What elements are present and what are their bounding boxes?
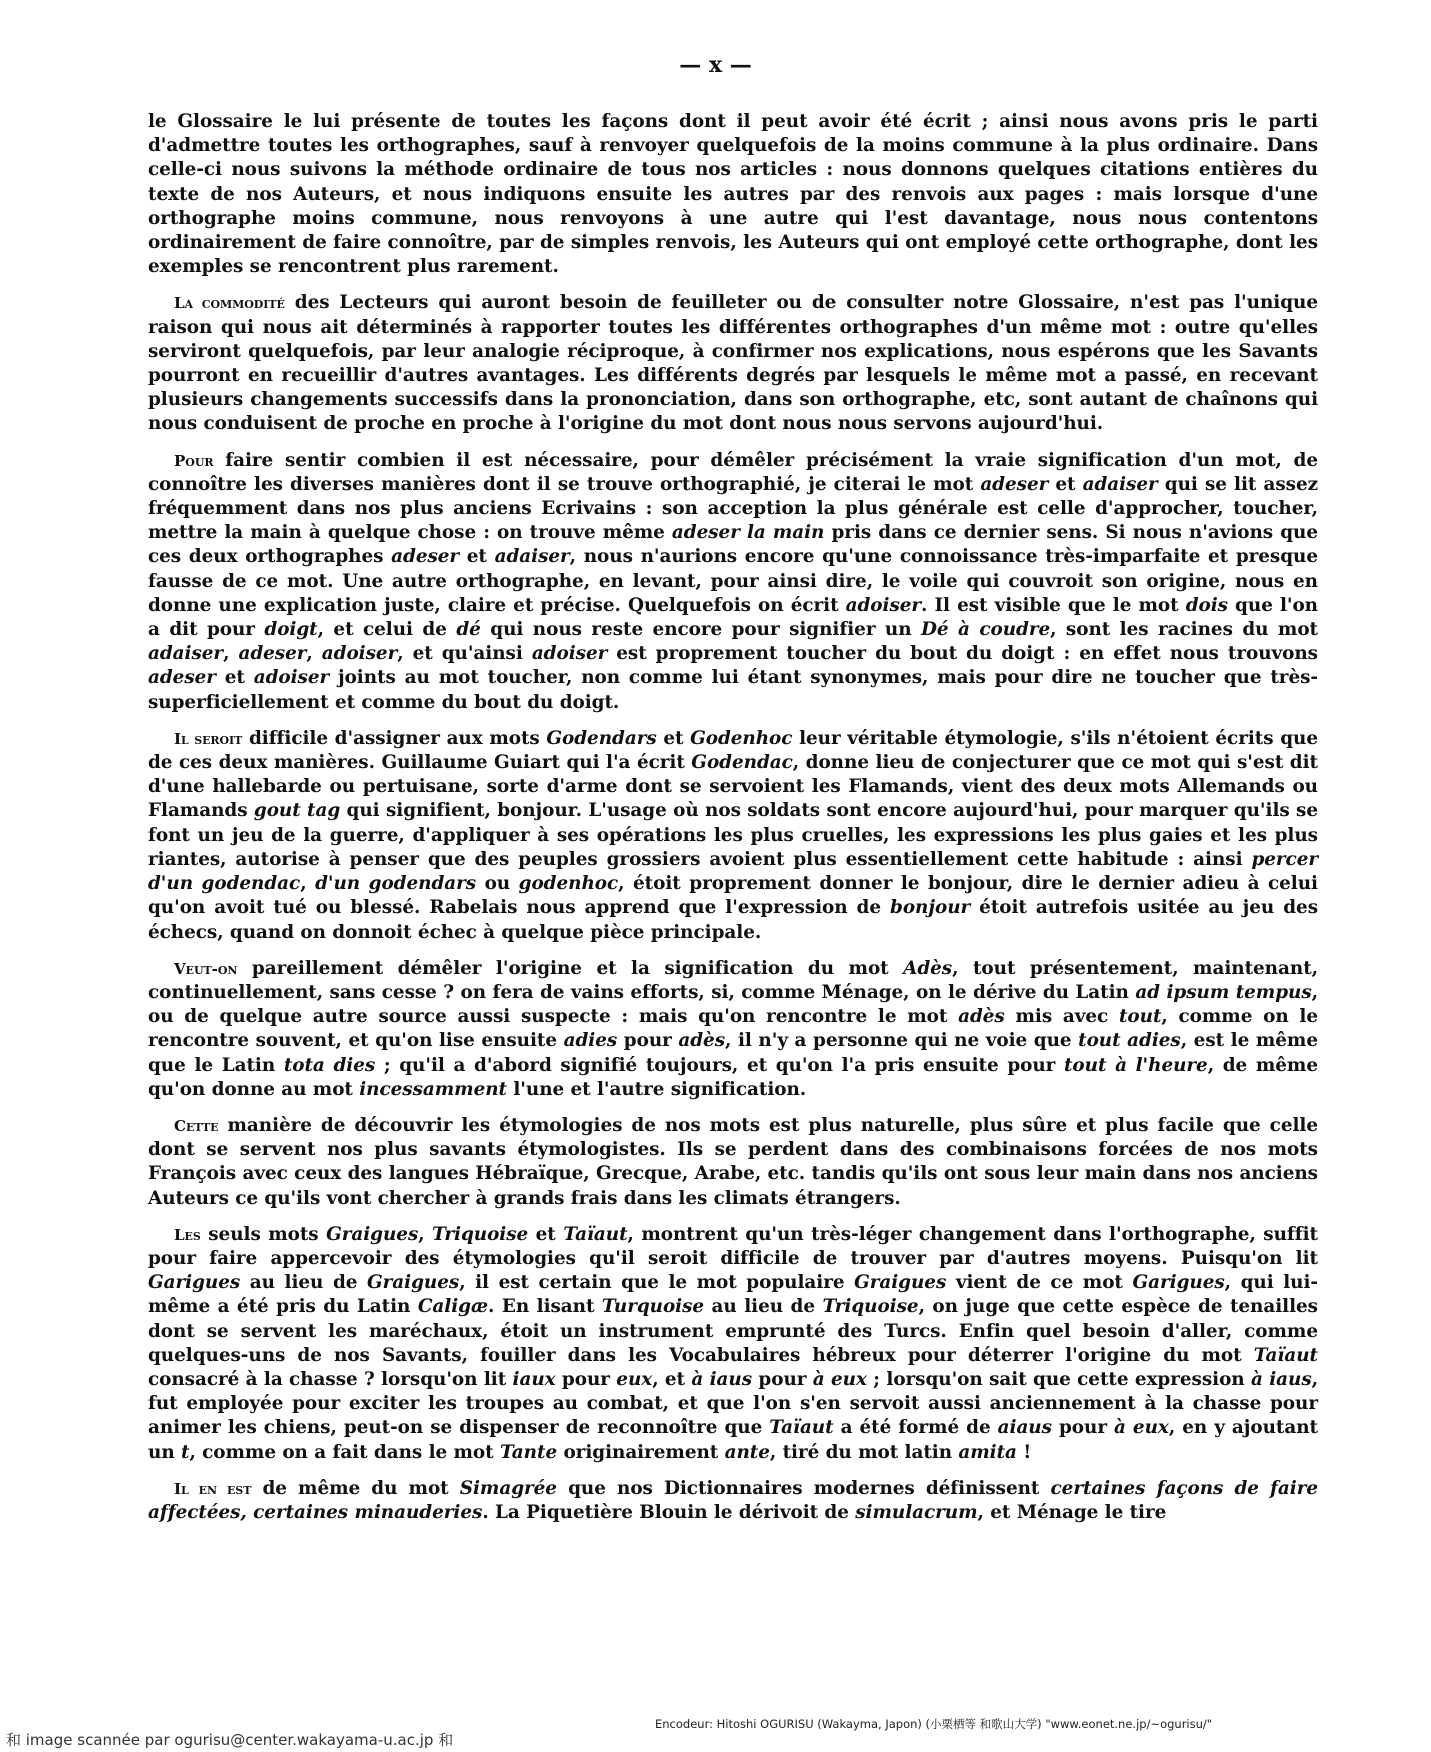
text-run: des Lecteurs qui auront besoin de feuilleter ou de consulter notre Glossaire, n'est pas l'unique raison qui nous ait déterminés à rapporter toutes les différentes orthographes d'un même mot : outre qu'elles serviront quelquefois, par leur analogie réciproque, à confirmer nos explications, nous espérons que les Savants pourront en recueillir d'autres avantages. Les différents degrés par lesquels le même mot a passé, en recevant plusieurs changements successifs dans la prononciation, dans son orthographe, etc, sont autant de chaînons qui nous conduisent de proche en proche à l'origine du mot dont nous nous servons aujourd'hui. [148,292,1318,435]
italic-term: dé [456,619,481,641]
italic-term: adoiser [321,643,398,665]
text-run: , [418,1223,433,1245]
paragraph [148,291,1318,436]
italic-term: Graigues [854,1272,947,1294]
text-run: , étoit proprement donner le bonjour, dire le dernier adieu à celui qu'on avoit tué ou blessé. Rabelais nous apprend que l'expression de [148,873,1318,919]
italic-term: incessamment [359,1078,507,1100]
text-run: , nous n'aurions encore qu'une connoissance très-imparfaite et presque fausse de ce mot. Une autre orthographe, en levant, pour ainsi dire, le voile qui couvroit son origine, nous en donne une explication juste, claire et précise. Quelquefois on écrit [148,546,1319,616]
italic-term: tout à l'heure [1063,1054,1208,1076]
text-run: . La Piquetière Blouin le dérivoit de [482,1501,856,1523]
paragraph-lead: Cette [174,1116,219,1135]
text-run: pour [1051,1417,1115,1439]
italic-term: adaiser [494,546,570,568]
italic-term: Godendac [691,752,793,774]
italic-term: amita [958,1441,1017,1463]
text-run: seuls mots [200,1223,327,1245]
text-run: le Glossaire le lui présente de toutes les façons dont il peut avoir été écrit ; ainsi nous avons pris le parti d'admettre toutes les orthographes, sauf à renvoyer quelquefois de la moins commune à la plus ordinaire. Dans celle-ci nous suivons la méthode ordinaire de tous nos articles : nous donnons quelques citations entières du texte de nos Auteurs, et nous indiquons ensuite les autres par des renvois aux pages : mais lorsque d'une orthographe moins commune, nous renvoyons à une autre qui l'est davantage, nous nous contentons ordinairement de faire connoître, par de simples renvois, les Auteurs qui ont employé cette orthographe, dont les exemples se rencontrent plus rarement. [148,111,1318,278]
italic-term: tout adies [1078,1030,1181,1052]
paragraph [148,110,1318,279]
text-run: pour [555,1368,617,1390]
italic-term: aiaus [997,1417,1052,1439]
text-run: ; qu'il a d'abord signifié toujours, et qu'on l'a pris ensuite pour [375,1054,1064,1076]
text-run: que nos Dictionnaires modernes définissent [556,1477,1051,1499]
text-run: , fut employée pour exciter les troupes au combat, et que l'on s'en servoit aussi anciennement à la chasse pour animer les chiens, peut-on se dispenser de reconnoître que [148,1368,1319,1439]
text-run: étoit autrefois usitée au jeu des échecs, quand on donnoit échec à quelque pièce principale. [148,897,1319,943]
italic-term: Tante [499,1441,558,1463]
italic-term: adeser [391,546,460,568]
paragraph-lead: Les [174,1225,201,1244]
text-run: , donne lieu de conjecturer que ce mot qui s'est dit d'une hallebarde ou pertuisane, sorte d'arme dont se servoient les Flamands, vient des deux mots Allemands ou Flamands [148,752,1318,822]
text-run: , et [652,1368,692,1390]
italic-term: adeser [148,667,216,689]
italic-term: Garigues [148,1272,241,1294]
italic-term: à iaus [691,1368,753,1390]
text-run: , montrent qu'un très-léger changement dans l'orthographe, suffit pour faire appercevoir des étymologies qu'il seroit difficile de trouver par d'autres moyens. Puisqu'on lit [148,1223,1318,1269]
text-run: manière de découvrir les étymologies de nos mots est plus naturelle, plus sûre et plus facile que celle dont se servent nos plus savants étymologistes. Ils se perdent dans des combinaisons forcées de nos mots François avec ceux des langues Hébraïque, Grecque, Arabe, etc. tandis qu'ils ont sous leur main dans nos anciens Auteurs ce qu'ils vont chercher à grands frais dans les climats étrangers. [148,1114,1318,1209]
text-run: a été formé de [833,1417,998,1439]
encoder-credit: Encodeur: Hitoshi OGURISU (Wakayma, Japon) (小栗栖等 和歌山大学) "www.eonet.ne.jp/~ogurisu/" [655,1717,1213,1731]
text-run: que l'on a dit pour [148,594,1318,641]
italic-term: gout tag [253,800,341,822]
italic-term: Godenhoc [690,727,793,749]
text-run: pour [752,1368,813,1390]
text-run: , et qu'ainsi [397,643,532,665]
italic-term: à eux [1114,1417,1169,1439]
text-run: au lieu de [240,1272,367,1294]
paragraph [148,957,1318,1102]
italic-term: adaiser [148,643,224,665]
italic-term: Triquoise [432,1223,529,1245]
paragraph [148,727,1318,945]
text-run: l'une et l'autre signification. [507,1078,807,1100]
italic-term: Adès [903,957,953,979]
text-run: . Il est visible que le mot [921,594,1186,616]
italic-term: Taïaut [1253,1344,1318,1366]
italic-term: Dé à coudre [921,619,1051,641]
paragraph [148,1114,1318,1211]
italic-term: bonjour [890,897,971,919]
italic-term: Caligæ [417,1296,489,1318]
text-run: , il n'y a personne qui ne voie que [725,1030,1079,1052]
text-run: , comme on le rencontre souvent, et qu'on lise ensuite [148,1006,1318,1052]
text-run: , ou de quelque autre source aussi suspecte : mais qu'on rencontre le mot [148,981,1318,1028]
text-run: , on juge que cette espèce de tenailles dont se servent les maréchaux, étoit un instrument emprunté des Turcs. Enfin quel besoin d'aller, comme quelques-uns de nos Savants, fouiller dans les Vocabulaires hébreux pour déterrer l'origine du mot [148,1296,1318,1366]
text-body [148,110,1318,1537]
paragraph-lead: Pour [174,451,214,470]
text-run: mis avec [1004,1006,1119,1028]
text-run: faire sentir combien il est nécessaire, pour démêler précisément la vraie signification d'un mot, de connoître les diverses manières dont il se trouve orthographié, je citerai le mot [148,449,1318,495]
italic-term: Triquoise [822,1296,919,1318]
text-run: ; lorsqu'on sait que cette expression [866,1368,1251,1390]
italic-term: t [181,1441,190,1463]
text-run: , en y ajoutant un [148,1417,1318,1463]
text-run: est proprement toucher du bout du doigt : en effet nous trouvons [607,643,1318,665]
paragraph-lead: Il seroit [174,729,243,748]
italic-term: adoiser [845,594,922,616]
italic-term: iaux [512,1368,556,1390]
italic-term: Simagrée [459,1477,557,1499]
text-run: et [528,1223,564,1245]
text-run: , [223,643,239,665]
text-run: au lieu de [704,1296,823,1318]
text-run: difficile d'assigner aux mots [242,727,547,749]
paragraph-lead: Il en est [174,1479,252,1498]
text-run: consacré à la chasse ? lorsqu'on lit [148,1368,513,1390]
paragraph-lead: Veut-on [174,959,238,978]
text-run: , et Ménage le tire [977,1501,1167,1523]
text-run: , et celui de [317,619,457,641]
italic-term: ante [724,1441,770,1463]
text-run: ! [1016,1441,1032,1463]
italic-term: adaiser [1082,473,1158,495]
text-run: et [1048,473,1083,495]
italic-term: tota dies [283,1054,376,1076]
italic-term: adies [563,1030,618,1052]
italic-term: eux [616,1368,653,1390]
italic-term: adeser la main [671,522,825,544]
text-run: leur véritable étymologie, s'ils n'étoient écrits que de ces deux manières. Guillaume Guiart qui l'a écrit [148,727,1318,774]
text-run: , il est certain que le mot populaire [459,1272,855,1294]
paragraph [148,1223,1318,1465]
italic-term: Taïaut [769,1417,834,1439]
italic-term: Godendars [546,727,657,749]
text-run: vient de ce mot [946,1272,1133,1294]
italic-term: adeser [238,643,307,665]
italic-term: Graigues [326,1223,419,1245]
scan-credit: 和 image scannée par ogurisu@center.wakayama-u.ac.jp 和 [6,1731,454,1749]
italic-term: godenhoc [518,873,619,895]
italic-term: d'un godendars [315,873,477,895]
italic-term: dois [1185,594,1228,616]
italic-term: ad ipsum tempus [1135,981,1312,1003]
text-run: joints au mot toucher, non comme lui étant synonymes, mais pour dire ne toucher que très-superficiellement et comme du bout du doigt. [148,667,1318,713]
text-run: , qui lui-même a été pris du Latin [148,1272,1319,1318]
text-run: de même du mot [251,1477,460,1499]
italic-term: Turquoise [601,1296,705,1318]
text-run: . En lisant [488,1296,602,1318]
text-run: qui se lit assez fréquemment dans nos plus anciens Ecrivains : son acception la plus générale est celle d'approcher, toucher, mettre la main à quelque chose : on trouve même [148,473,1318,544]
text-run: et [459,546,495,568]
text-run: , tout présentement, maintenant, continuellement, sans cesse ? on fera de vains efforts, si, comme Ménage, on le dérive du Latin [148,957,1318,1003]
italic-term: Graigues [367,1272,460,1294]
text-run: , est le même que le Latin [148,1030,1318,1076]
text-run: , [300,873,316,895]
page-number: — x — [679,52,752,78]
text-run: , tiré du mot latin [769,1441,959,1463]
italic-term: Taïaut [563,1223,628,1245]
italic-term: adoiser [531,643,608,665]
italic-term: adès [678,1030,726,1052]
italic-term: adès [958,1006,1005,1028]
italic-term: percer d'un godendac [148,848,1318,895]
italic-term: doigt [264,619,318,641]
text-run: pareillement démêler l'origine et la signification du mot [237,957,904,979]
text-run: qui nous reste encore pour signifier un [480,619,922,641]
text-run: , comme on a fait dans le mot [189,1441,500,1463]
text-run: pris dans ce dernier sens. Si nous n'avions que ces deux orthographes [148,522,1318,568]
italic-term: Garigues [1132,1272,1225,1294]
italic-term: à iaus [1250,1368,1312,1390]
italic-term: à eux [812,1368,867,1390]
text-run: ou [476,873,519,895]
text-run: , de même qu'on donne au mot [148,1054,1318,1100]
text-run: qui signifient, bonjour. L'usage où nos soldats sont encore aujourd'hui, pour marquer qu'ils se font un jeu de la guerre, d'appliquer à ses opérations les plus cruelles, les expressions les plus gaies et les plus riantes, autorise à penser que des peuples grossiers avoient plus essentiellement cette habitude : ainsi [148,800,1319,870]
text-run: , sont les racines du mot [1050,619,1318,641]
text-run: et [656,727,691,749]
text-run: et [215,667,254,689]
italic-term: simulacrum [855,1501,978,1523]
paragraph [148,1477,1318,1525]
text-run: , [306,643,322,665]
paragraph [148,449,1318,715]
italic-term: adoiser [253,667,330,689]
text-run: originairement [557,1441,725,1463]
italic-term: tout [1118,1006,1162,1028]
italic-term: certaines façons de faire affectées, certaines minauderies [148,1477,1318,1523]
paragraph-lead: La commodité [174,294,285,313]
italic-term: adeser [980,473,1049,495]
text-run: pour [617,1030,679,1052]
